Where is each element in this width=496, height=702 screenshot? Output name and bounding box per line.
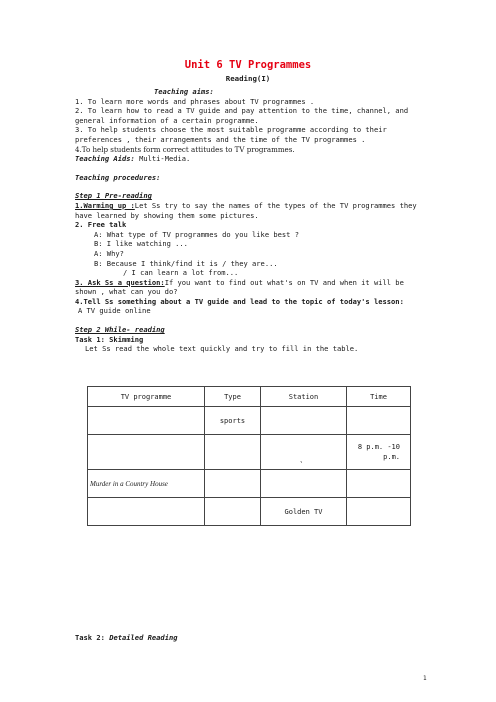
aim-item-1: 1. To learn more words and phrases about TV programmes . [75, 96, 315, 106]
aim-item-3: 3. To help students choose the most suitable programme according to their preferences , their arrangements and the time of the TV programmes . [75, 125, 387, 144]
aim-item-2: 2. To learn how to read a TV guide and pay attention to the time, channel, and general information of a certain programme. [75, 106, 409, 125]
dialogue-line-5: / I can learn a lot from... [123, 268, 239, 278]
time-start: 8 p.m. -10 [357, 443, 400, 451]
step2-heading: Step 2 While- reading [75, 325, 165, 335]
table-cell[interactable] [347, 407, 411, 435]
table-row [88, 407, 411, 435]
table-cell-station: Golden TV [261, 498, 347, 526]
tell-ss-text: A TV guide online [78, 306, 151, 316]
teaching-aids-value: Multi-Media. [139, 154, 191, 164]
header-tv-programme: TV programme [88, 387, 205, 407]
task1-instruction: Let Ss read the whole text quickly and try to fill in the table. [85, 344, 359, 354]
lesson-body [75, 87, 425, 354]
task2-title: Detailed Reading [109, 633, 178, 642]
time-end: p.m. [383, 453, 400, 461]
unit-title: Unit 6 TV Programmes [184, 59, 312, 71]
table-row [88, 498, 411, 526]
table-cell[interactable] [347, 498, 411, 526]
tell-ss-label: 4.Tell Ss something about a TV guide and lead to the topic of today's lesson: [75, 296, 404, 306]
task2-label: Task 2: [75, 633, 105, 642]
table-header-row [88, 387, 411, 407]
task1-heading: Task 1: Skimming [75, 334, 144, 344]
ask-question [75, 278, 425, 297]
teaching-aims-heading: Teaching aims: [154, 87, 214, 96]
table-cell[interactable] [88, 407, 205, 435]
table-cell-type: sports [205, 407, 261, 435]
task2-heading [75, 633, 178, 642]
table-cell-time [347, 435, 411, 470]
dialogue-line-2: B: I like watching ... [94, 239, 188, 249]
header-type: Type [205, 387, 261, 407]
dialogue-line-4: B: Because I think/find it is / they are... [94, 258, 278, 268]
aim-item-4: 4.To help students form correct attitudes to TV programmes. [75, 144, 295, 154]
dialogue-line-1: A: What type of TV programmes do you like best ? [94, 229, 299, 239]
header-station: Station [261, 387, 347, 407]
table-cell[interactable] [205, 498, 261, 526]
header-time: Time [347, 387, 411, 407]
free-talk-label: 2. Free talk [75, 220, 127, 230]
table-cell[interactable] [88, 498, 205, 526]
ask-question-label: 3. Ask Ss a question: [75, 277, 165, 287]
table-row [88, 435, 411, 470]
table-cell-station: 、 [261, 435, 347, 470]
table-cell[interactable] [261, 407, 347, 435]
table-cell[interactable] [88, 435, 205, 470]
table-cell[interactable] [205, 470, 261, 498]
ask-question-text: If you want to find out what's on TV and when it will be shown , what can you do? [75, 277, 404, 297]
teaching-aids [75, 154, 425, 164]
warming-up [75, 201, 425, 220]
teaching-aids-label: Teaching Aids: [75, 154, 135, 164]
table-cell[interactable] [205, 435, 261, 470]
skimming-table [87, 386, 411, 526]
dialogue-line-3: A: Why? [94, 248, 124, 258]
teaching-procedures-heading: Teaching procedures: [75, 172, 161, 182]
lesson-subtitle: Reading(I) [225, 74, 271, 83]
table-cell[interactable] [261, 470, 347, 498]
table-cell-programme: Murder in a Country House [88, 470, 205, 498]
table-cell[interactable] [347, 470, 411, 498]
table-row [88, 470, 411, 498]
warming-up-label: 1.Warming up : [75, 200, 135, 210]
page-number: 1 [423, 675, 427, 682]
warming-up-text: Let Ss try to say the names of the types of the TV programmes they have learned by showing them some pictures. [75, 200, 417, 220]
step1-heading: Step 1 Pre-reading [75, 191, 152, 201]
